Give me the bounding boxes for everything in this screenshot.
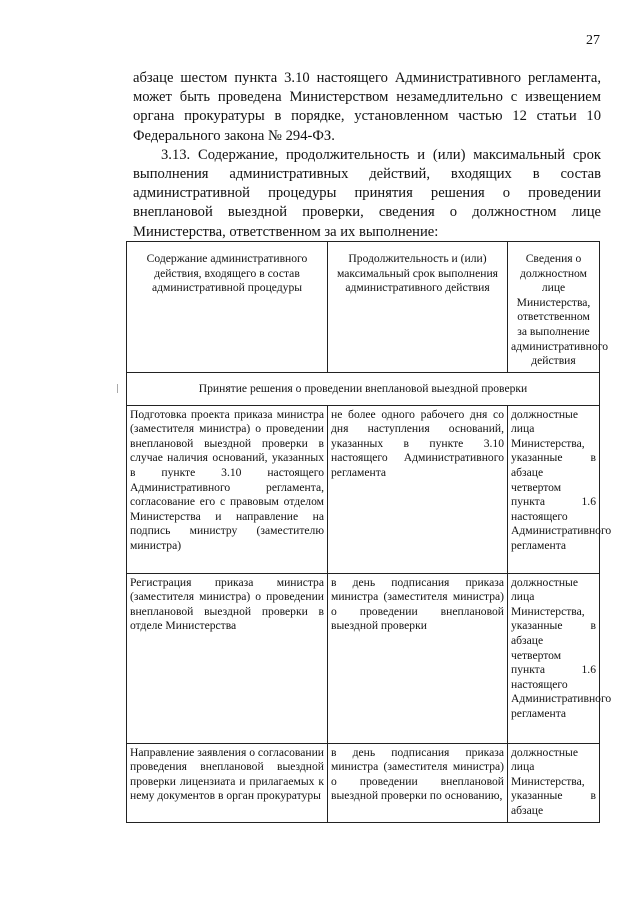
- cell-action: Подготовка проекта приказа министра (заместителя министра) о проведении внеплановой выездной проверки в случае наличия оснований, указанных в пункте 3.10 настоящего Административного регламента, согласование его с правовым отделом Министерства и направление на подпись министру (заместителю министра): [127, 405, 328, 573]
- cell-action: Регистрация приказа министра (заместителя министра) о проведении внеплановой выездной проверки в отделе Министерства: [127, 573, 328, 743]
- cell-official: должностные лица Министерства, указанные в абзаце четвертом пункта 1.6 настоящего Административного регламента: [508, 573, 600, 743]
- margin-mark: [117, 384, 118, 393]
- table-row: [127, 405, 600, 573]
- page-number: 27: [586, 33, 600, 48]
- section-row: [127, 373, 600, 406]
- section-title: Принятие решения о проведении внеплановой выездной проверки: [127, 373, 600, 406]
- header-official: Сведения о должностном лице Министерства, ответственном за выполнение административного действия: [508, 242, 600, 373]
- cell-action: Направление заявления о согласовании проведения внеплановой выездной проверки лицензиата и прилагаемых к нему документов в орган прокуратуры: [127, 743, 328, 822]
- table-row: [127, 743, 600, 822]
- cell-official: должностные лица Министерства, указанные в абзаце четвертом пункта 1.6 настоящего Административного регламента: [508, 405, 600, 573]
- table-header-row: [127, 242, 600, 373]
- cell-duration: не более одного рабочего дня со дня наступления оснований, указанных в пункте 3.10 настоящего Административного регламента: [328, 405, 508, 573]
- procedure-table: [126, 241, 612, 823]
- cell-duration: в день подписания приказа министра (заместителя министра) о проведении внеплановой выездной проверки: [328, 573, 508, 743]
- header-duration: Продолжительность и (или) максимальный срок выполнения административного действия: [328, 242, 508, 373]
- cell-duration: в день подписания приказа министра (заместителя министра) о проведении внеплановой выездной проверки по основанию,: [328, 743, 508, 822]
- table-row: [127, 573, 600, 743]
- cell-official: должностные лица Министерства, указанные в абзаце: [508, 743, 600, 822]
- header-action: Содержание административного действия, входящего в состав административной процедуры: [127, 242, 328, 373]
- intro-paragraph-2: 3.13. Содержание, продолжительность и (или) максимальный срок выполнения административных действий, входящих в состав административной процедуры принятия решения о проведении внеплановой выездной проверки, сведения о должностном лице Министерства, ответственном за их выполнение:: [133, 146, 601, 240]
- intro-text: [133, 69, 601, 242]
- intro-paragraph-1: абзаце шестом пункта 3.10 настоящего Административного регламента, может быть проведена Министерством незамедлительно с извещением органа прокуратуры в порядке, установленном частью 12 статьи 10 Федерального закона № 294-ФЗ.: [133, 70, 601, 144]
